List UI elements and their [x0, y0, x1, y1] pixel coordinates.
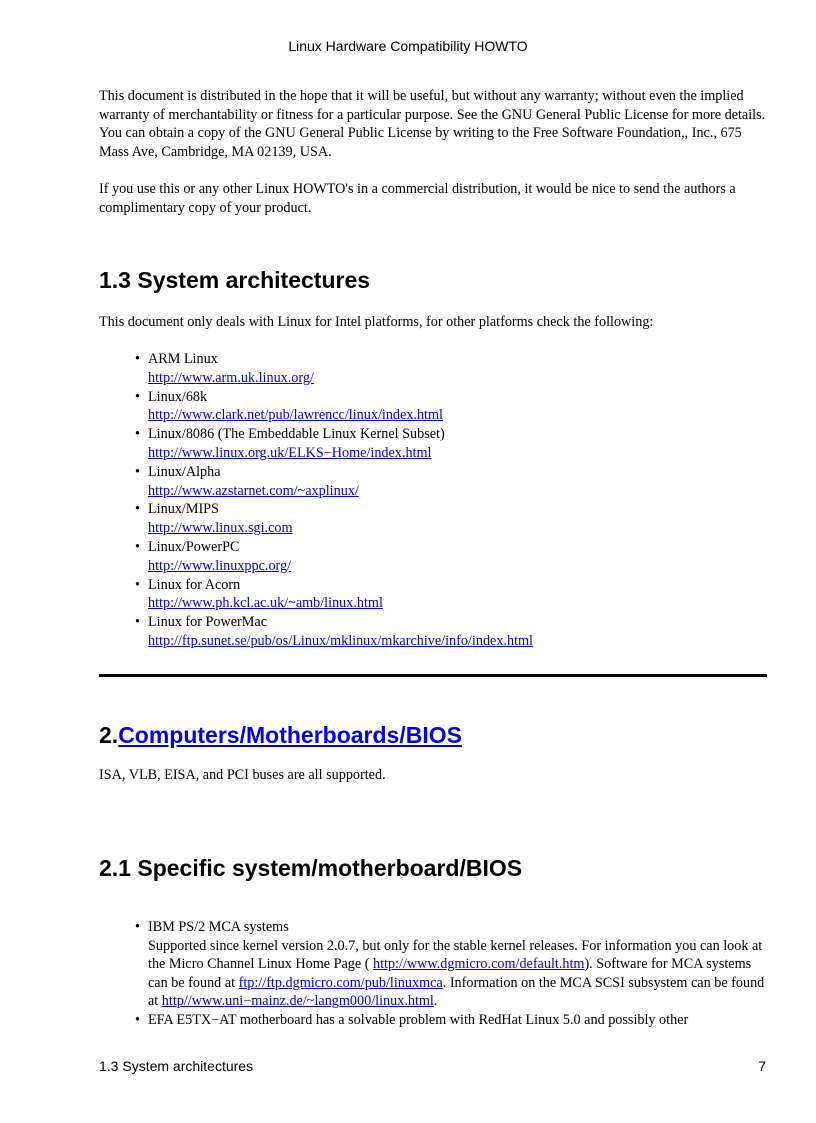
page-number: 7 [758, 1058, 766, 1074]
list-item [135, 463, 533, 501]
section-2-link[interactable]: Computers/Motherboards/BIOS [118, 722, 462, 748]
architecture-name: Linux/68k [148, 388, 208, 405]
list-item [135, 613, 533, 651]
item-text: EFA E5TX−AT motherboard has a solvable problem with RedHat Linux 5.0 and possibly other [148, 1011, 689, 1028]
section-heading-2 [99, 721, 462, 749]
item-text: ). Software for MCA systems can be found at [148, 956, 752, 991]
horizontal-rule [99, 674, 767, 677]
architecture-name: Linux/PowerPC [148, 538, 240, 555]
list-item [135, 576, 533, 614]
commercial-distribution-paragraph: If you use this or any other Linux HOWTO's in a commercial distribution, it would be nice to send the authors a complimentary copy of your product. [99, 181, 736, 216]
footer-section-title: 1.3 System architectures [99, 1058, 254, 1074]
architecture-link[interactable]: http://www.azstarnet.com/~axplinux/ [148, 482, 359, 499]
list-item [135, 500, 533, 538]
section-1-3-intro: This document only deals with Linux for Intel platforms, for other platforms check the following: [99, 314, 654, 330]
architecture-name: Linux/MIPS [148, 501, 219, 518]
section-heading-2-1: 2.1 Specific system/motherboard/BIOS [99, 855, 523, 881]
section-number: 2. [99, 722, 119, 748]
architecture-name: Linux for PowerMac [148, 614, 267, 631]
item-title: IBM PS/2 MCA systems [148, 919, 289, 935]
architecture-list [135, 350, 533, 651]
list-item [135, 350, 533, 388]
architecture-link[interactable]: http://www.clark.net/pub/lawrencc/linux/index.html [148, 407, 443, 424]
bullet-icon: • [135, 576, 140, 593]
list-item [135, 1011, 765, 1030]
architecture-name: Linux for Acorn [148, 576, 241, 593]
section-heading-1-3: 1.3 System architectures [99, 267, 371, 293]
bios-list [135, 918, 765, 1030]
running-header: Linux Hardware Compatibility HOWTO [288, 38, 528, 54]
bullet-icon: • [135, 614, 140, 631]
license-paragraph: This document is distributed in the hope that it will be useful, but without any warranty; without even the implied warranty of merchantability or fitness for a particular purpose. See the GNU General Public License for more details. You can obtain a copy of the GNU General Public License by writing to the Free Software Foundation,, Inc., 675 Mass Ave, Cambridge, MA 02139, USA. [99, 88, 766, 160]
bullet-icon: • [135, 538, 140, 555]
item-text: Supported since kernel version 2.0.7, but only for the stable kernel releases. For information you can look at the Micro Channel Linux Home Page ( [148, 937, 763, 973]
bullet-icon: • [135, 1011, 140, 1028]
bullet-icon: • [135, 463, 140, 480]
item-text: . [433, 993, 438, 1010]
bullet-icon: • [135, 501, 140, 518]
architecture-link[interactable]: http://www.linux.org.uk/ELKS−Home/index.html [148, 444, 432, 461]
list-item [135, 918, 765, 1011]
architecture-link[interactable]: http://www.ph.kcl.ac.uk/~amb/linux.html [148, 595, 383, 612]
list-item [135, 538, 533, 576]
architecture-link[interactable]: http://www.linuxppc.org/ [148, 557, 292, 574]
mca-homepage-link[interactable]: http://www.dgmicro.com/default.htm [372, 956, 585, 973]
item-text: . Information on the MCA SCSI subsystem can be found at [148, 974, 765, 1010]
bullet-icon: • [135, 919, 140, 935]
bullet-icon: • [135, 426, 140, 443]
bullet-icon: • [135, 351, 140, 367]
architecture-link[interactable]: http://www.linux.sgi.com [148, 520, 293, 537]
architecture-link[interactable]: http://www.arm.uk.linux.org/ [148, 369, 314, 386]
mca-scsi-link[interactable]: http//www.uni−mainz.de/~langm000/linux.html [161, 993, 434, 1010]
list-item [135, 388, 533, 426]
architecture-name: Linux/8086 (The Embeddable Linux Kernel Subset) [148, 426, 445, 443]
section-2-intro: ISA, VLB, EISA, and PCI buses are all supported. [99, 767, 386, 783]
architecture-name: ARM Linux [148, 351, 218, 367]
bullet-icon: • [135, 388, 140, 405]
mca-software-link[interactable]: ftp://ftp.dgmicro.com/pub/linuxmca [238, 974, 443, 991]
architecture-name: Linux/Alpha [148, 463, 221, 480]
architecture-link[interactable]: http://ftp.sunet.se/pub/os/Linux/mklinux/mkarchive/info/index.html [148, 632, 533, 649]
list-item [135, 425, 533, 463]
